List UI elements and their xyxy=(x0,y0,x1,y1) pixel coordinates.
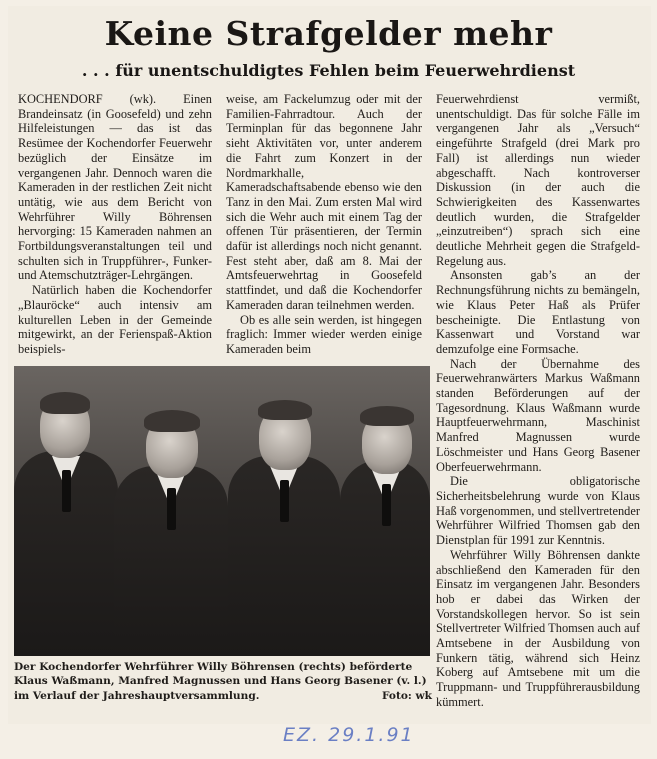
paragraph: Natürlich haben die Kochendorfer „Blauröcke“ auch intensiv am kulturellen Leben in der Gemeinde mitgewirkt, an der Ferienspaß-Aktion beispiels- xyxy=(18,283,212,356)
article-column-3 xyxy=(436,92,640,710)
group-photo xyxy=(14,366,430,656)
paragraph: Ob es alle sein werden, ist hingegen fraglich: Immer wieder werden einige Kameraden beim xyxy=(226,312,422,356)
person-figure xyxy=(14,386,118,656)
paragraph: weise, am Fackelumzug oder mit der Familien-Fahrradtour. Auch der Terminplan für das begonnene Jahr sieht Aktivitäten vor, unter anderem die Fahrt zum Konzert in der Nordmarkhalle, Kameradschaftsabende ebenso wie den Tanz in den Mai. Zum ersten Mal wird sich die Wehr auch mit einem Tag der offenen Tür präsentieren, der Termin dafür ist allerdings noch nicht genannt. Fest steht aber, daß am 8. Mai der Amtsfeuerwehrtag in Goosefeld stattfindet, und daß die Kochendorfer Kameraden daran teilnehmen werden. xyxy=(226,92,422,312)
paragraph: Feuerwehrdienst vermißt, unentschuldigt. Das für solche Fälle im vergangenen Jahr als „Versuch“ eingeführte Strafgeld (drei Mark pro Fall) ist allerdings nun wieder abgeschafft. Nach kontroverser Diskussion (in der auch die Schwierigkeiten des Kassenwartes deutlich wurden, die Strafgelder „einzutreiben“) sprach sich eine deutliche Mehrheit gegen die Strafgeld-Regelung aus. xyxy=(436,92,640,268)
paragraph: Die obligatorische Sicherheitsbelehrung wurde von Klaus Haß vorgenommen, und stellvertretender Wehrführer Wilfried Thomsen gab den Dienstplan für 1991 zur Kenntnis. xyxy=(436,474,640,548)
paragraph: KOCHENDORF (wk). Einen Brandeinsatz (in Goosefeld) und zehn Hilfeleistungen — das ist das Resümee der Kochendorfer Feuerwehr bezüglich der Einsätze im vergangenen Jahr. Dennoch waren die Kameraden in der restlichen Zeit nicht untätig, wie aus dem Bericht von Wehrführer Willy Böhrensen hervorging: 15 Kameraden nahmen an Fortbildungsveranstaltungen teil und schulten sich in Truppführer-, Funker- und Atemschutzträger-Lehrgängen. xyxy=(18,92,212,283)
person-figure xyxy=(114,394,228,656)
article-column-2 xyxy=(226,92,422,357)
paragraph: Wehrführer Willy Böhrensen dankte abschließend den Kameraden für den Einsatz im vergangenen Jahr. Besonders hob er dabei das Wirken der Vorstandskollegen hervor. So ist sein Stellvertreter Wilfried Thomsen auch auf Amtsebene in der Ausbildung von Funkern tätig, während sich Heinz Koberg auf Amtsebene mit um die Truppmann- und Truppführerausbildung kümmert. xyxy=(436,547,640,709)
caption-text: Der Kochendorfer Wehrführer Willy Böhrensen (rechts) beförderte Klaus Waßmann, Manfred Magnussen und Hans Georg Basener (v. l.) im Verlauf der Jahreshauptversammlung. xyxy=(14,661,427,702)
photo-caption xyxy=(14,660,432,703)
person-figure xyxy=(228,384,340,656)
paragraph: Ansonsten gab’s an der Rechnungsführung nichts zu bemängeln, wie Klaus Peter Haß als Prüfer bescheinigte. Die Entlastung von Kassenwart und Vorstand war demzufolge eine Formsache. xyxy=(436,268,640,356)
paragraph: Nach der Übernahme des Feuerwehranwärters Markus Waßmann standen Beförderungen auf der Tagesordnung. Klaus Waßmann wurde Hauptfeuerwehrmann, Maschinist Manfred Magnussen wurde Löschmeister und Hans Georg Basener Oberfeuerwehrmann. xyxy=(436,356,640,474)
article-column-1 xyxy=(18,92,212,357)
photo-credit: Foto: wk xyxy=(381,689,432,702)
person-figure xyxy=(340,392,430,656)
headline: Keine Strafgelder mehr xyxy=(104,14,553,53)
handwritten-annotation: EZ. 29.1.91 xyxy=(283,724,415,746)
subheadline: . . . für unentschuldigtes Fehlen beim Feuerwehrdienst xyxy=(81,61,576,80)
